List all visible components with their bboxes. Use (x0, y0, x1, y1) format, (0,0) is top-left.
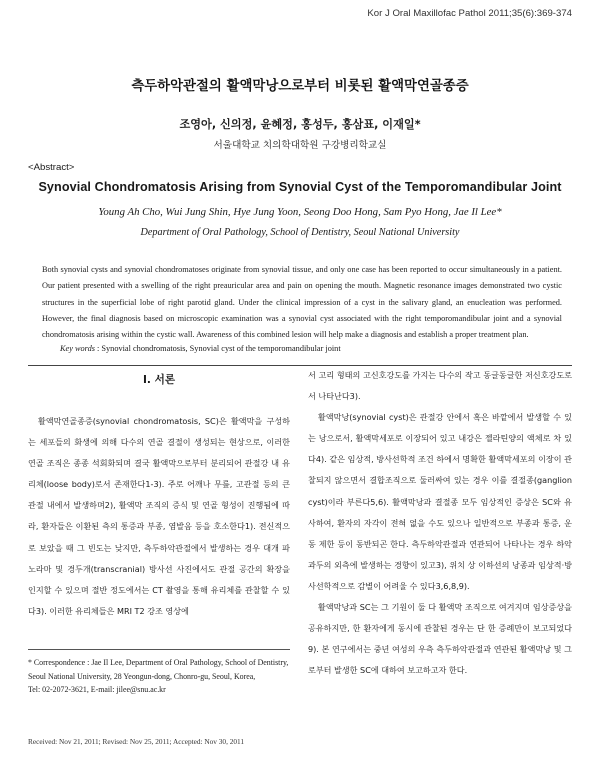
intro-paragraph-3: 활액막낭과 SC는 그 기원이 둘 다 활액막 조직으로 여겨지며 임상증상을 공유하지만, 한 환자에게 동시에 관찰된 경우는 단 한 증례만이 보고되었다9). 본 연구에서는 중년 여성의 우측 측두하악관절과 연관된 활액막낭 및 그로부터 발생한 SC에 대하여 보고하고자 한다. (308, 602, 572, 676)
english-title: Synovial Chondromatosis Arising from Synovial Cyst of the Temporomandibular Joint (38, 180, 562, 194)
korean-authors: 조영아, 신의정, 윤혜정, 홍성두, 홍삼표, 이재일* (179, 118, 421, 131)
footnote (28, 656, 290, 697)
abstract-label: <Abstract> (28, 162, 75, 173)
section-heading: Ⅰ. 서론 (142, 374, 176, 386)
correspondence: * Correspondence : Jae Il Lee, Department of Oral Pathology, School of Dentistry, Seoul National University, 28 Yeongun-dong, Chonro-gu, Seoul, Korea, (28, 658, 289, 681)
left-column (28, 411, 290, 622)
article-dates: Received: Nov 21, 2011; Revised: Nov 25, 2011; Accepted: Nov 30, 2011 (28, 737, 245, 746)
keywords (60, 344, 560, 353)
english-authors: Young Ah Cho, Wui Jung Shin, Hye Jung Yoon, Seong Doo Hong, Sam Pyo Hong, Jae Il Lee* (98, 206, 502, 218)
footnote-divider (28, 649, 290, 650)
intro-paragraph-1: 활액막연골종증(synovial chondromatosis, SC)은 활액막을 구성하는 세포들의 화생에 의해 다수의 연골 결절이 생성되는 현상으로, 이러한 연골 조직은 종종 석회화되며 결국 활액막으로부터 분리되어 관절강 내 유리체(loose body)로서 존재한다1-3). 주로 어깨나 무릎, 고관절 등의 큰 관절 내에서 발생하며2), 활액막 조직의 증식 및 연골 형성이 진행됨에 따라, 환자들은 이환된 측의 통증과 부종, 염발음 등을 호소한다1). 전신적으로 보았을 때 그 빈도는 낮지만, 측두하악관절에서 발생하는 경우 대개 파노라마 및 경두개(transcranial) 방사선 사진에서도 관절 공간의 확장을 인지할 수 있으며 절반 정도에서는 CT 촬영을 통해 유리체를 관찰할 수 있다3). 이러한 유리체들은 MRI T2 강조 영상에 (28, 416, 290, 616)
right-column (308, 365, 572, 681)
keywords-label: Key words (60, 344, 95, 353)
abstract-body: Both synovial cysts and synovial chondromatoses originate from synovial tissue, and only one case has been reported to occur simultaneously in a patient. Our patient presented with a swelling of the right preauricular area and pain on opening the mouth. Magnetic resonance images demonstrated two cystic structures in the superficial lobe of right parotid gland. Under the clinical impression of a cyst in the salivary gland, an enucleation was performed. However, the final diagnosis based on microscopic examination was a synovial cyst associated with the right temporomandibular joint and a synovial chondromatosis arising within the cystic wall. Awareness of this combined lesion will help make a diagnosis and establish a proper treatment plan. (42, 265, 562, 340)
korean-affiliation: 서울대학교 치의학대학원 구강병리학교실 (213, 140, 387, 151)
keywords-text: : Synovial chondromatosis, Synovial cyst of the temporomandibular joint (94, 344, 341, 353)
journal-reference: Kor J Oral Maxillofac Pathol 2011;35(6):369-374 (367, 8, 572, 19)
intro-paragraph-2: 활액막낭(synovial cyst)은 관절강 안에서 혹은 바깥에서 발생할 수 있는 낭으로서, 활액막세포로 이장되어 있고 내강은 젤라틴양의 액체로 차 있다4). 같은 임상적, 방사선학적 조건 하에서 명확한 활액막세포의 이장이 관찰되지 않으면서 결합조직으로 둘러싸여 있는 경우 이를 결절종(ganglion cyst)이라 부른다5,6). 활액막낭과 결절종 모두 임상적인 증상은 SC와 유사하여, 환자의 자각이 전혀 없을 수도 있으나 일반적으로 부종과 통증, 운동 제한 등이 동반되곤 한다. 측두하악관절과 연관되어 나타나는 경우 하악과두의 외측에 발생하는 경향이 있고3), 위치 상 이하선의 낭종과 임상적·방사선학적으로 감별이 어려울 수 있다3,6,8,9). (308, 412, 572, 591)
english-affiliation: Department of Oral Pathology, School of Dentistry, Seoul National University (140, 227, 460, 238)
intro-paragraph-1-cont: 서 고리 형태의 고신호강도를 가지는 다수의 작고 동글동글한 저신호강도로서 나타난다3). (308, 370, 572, 402)
contact: Tel: 02-2072-3621, E-mail: jilee@snu.ac.kr (28, 685, 166, 694)
korean-title: 측두하악관절의 활액막낭으로부터 비롯된 활액막연골종증 (131, 79, 469, 94)
